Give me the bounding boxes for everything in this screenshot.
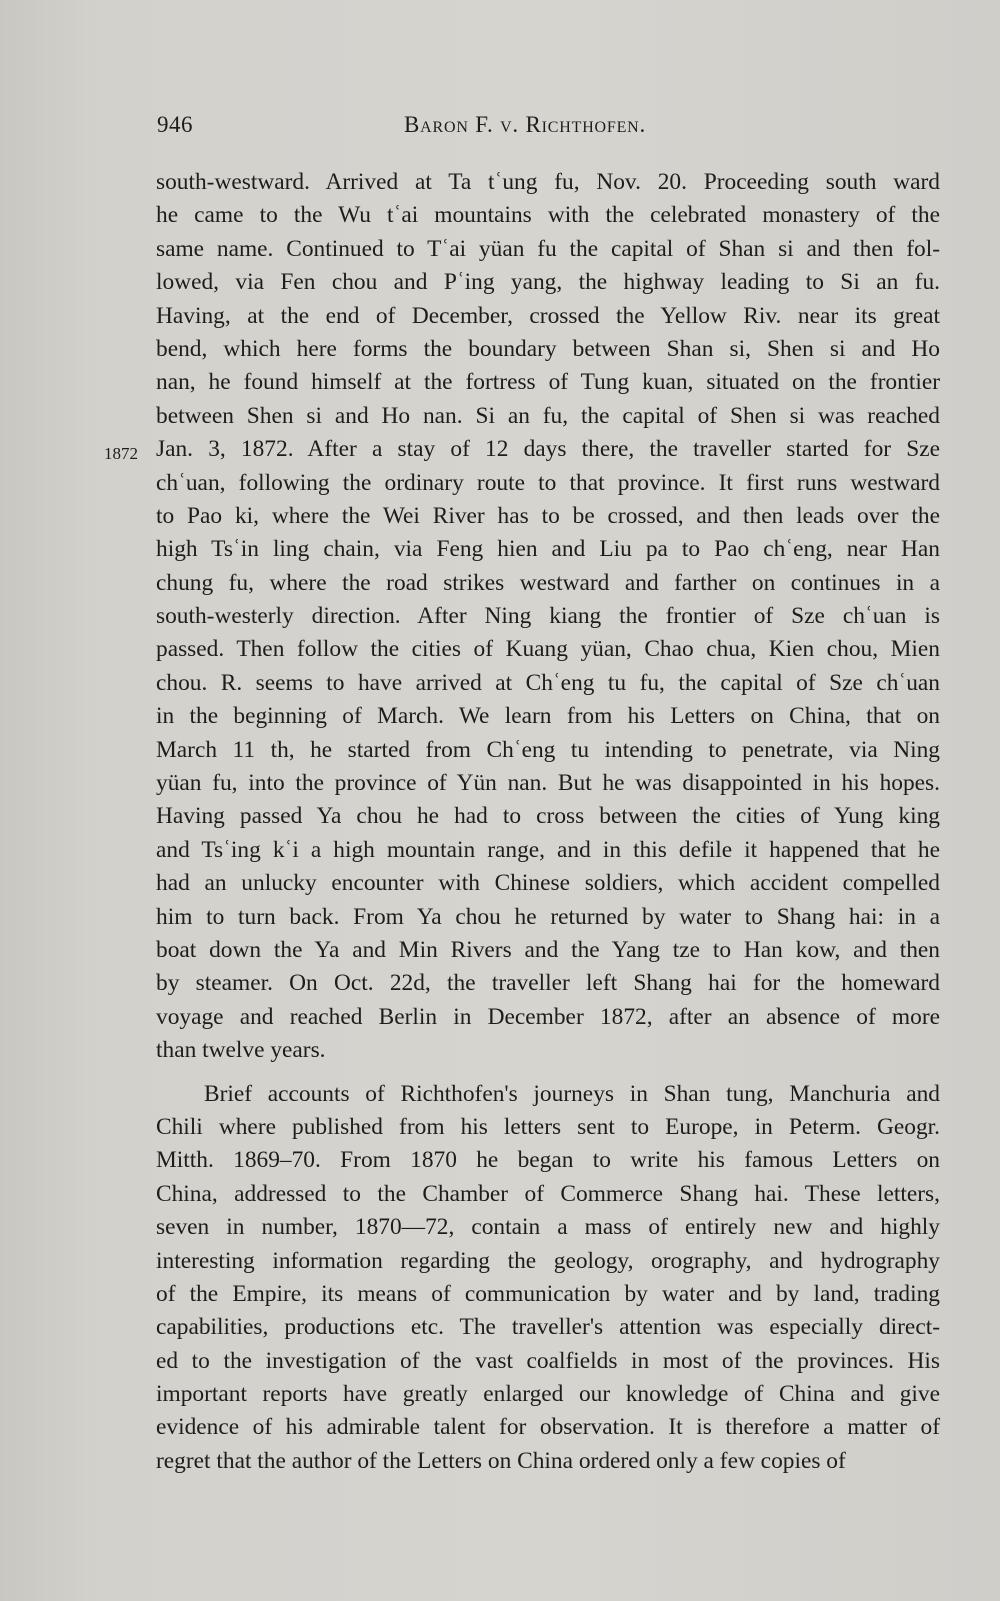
text-line: seven in number, 1870—72, contain a mass of entirely new and highly	[156, 1214, 940, 1241]
text-line: nan, he found himself at the fortress of Tung kuan, situated on the frontier	[156, 369, 940, 396]
text-line: capabilities, productions etc. The traveller's attention was especially direct-	[156, 1314, 940, 1341]
text-line: Having, at the end of December, crossed the Yellow Riv. near its great	[156, 302, 940, 329]
text-line: chung fu, where the road strikes westward and farther on continues in a	[156, 569, 940, 596]
text-line: March 11 th, he started from Chʿeng tu intending to penetrate, via Ning	[156, 736, 940, 763]
text-line: bend, which here forms the boundary between Shan si, Shen si and Ho	[156, 335, 940, 362]
text-line: Mitth. 1869–70. From 1870 he began to write his famous Letters on	[156, 1147, 940, 1174]
text-line: chou. R. seems to have arrived at Chʿeng tu fu, the capital of Sze chʿuan	[156, 669, 940, 696]
text-line: and Tsʿing kʿi a high mountain range, and in this defile it happened that he	[156, 836, 940, 863]
text-line: south-westerly direction. After Ning kiang the frontier of Sze chʿuan is	[156, 603, 940, 630]
text-line: had an unlucky encounter with Chinese soldiers, which accident compelled	[156, 870, 940, 897]
text-line: evidence of his admirable talent for observation. It is therefore a matter of	[156, 1414, 940, 1441]
text-line: south-westward. Arrived at Ta tʿung fu, Nov. 20. Proceeding south ward	[156, 169, 940, 195]
text-line: Having passed Ya chou he had to cross between the cities of Yung king	[156, 803, 940, 830]
text-line: passed. Then follow the cities of Kuang yüan, Chao chua, Kien chou, Mien	[156, 636, 940, 663]
text-line: to Pao ki, where the Wei River has to be crossed, and then leads over the	[156, 502, 940, 529]
paragraph-gap	[156, 1068, 940, 1078]
paragraph	[156, 166, 940, 1068]
text-line: Brief accounts of Richthofen's journeys in Shan tung, Manchuria and	[204, 1080, 940, 1107]
text-line: Chili where published from his letters sent to Europe, in Peterm. Geogr.	[156, 1113, 940, 1140]
text-line: important reports have greatly enlarged our knowledge of China and give	[156, 1381, 940, 1408]
margin-year-note: 1872	[104, 444, 138, 463]
running-head: Baron F. v. Richthofen.	[404, 112, 647, 137]
text-line: ed to the investigation of the vast coalfields in most of the provinces. His	[156, 1347, 940, 1374]
text-line: Jan. 3, 1872. After a stay of 12 days there, the traveller started for Sze	[156, 436, 940, 463]
text-line: boat down the Ya and Min Rivers and the Yang tze to Han kow, and then	[156, 936, 940, 963]
text-line: he came to the Wu tʿai mountains with the celebrated monastery of the	[156, 202, 940, 229]
text-line: China, addressed to the Chamber of Commerce Shang hai. These letters,	[156, 1180, 940, 1207]
text-line: yüan fu, into the province of Yün nan. But he was disappointed in his hopes.	[156, 770, 940, 797]
text-line: regret that the author of the Letters on China ordered only a few copies of	[156, 1447, 846, 1474]
text-line: in the beginning of March. We learn from his Letters on China, that on	[156, 703, 940, 730]
text-line: than twelve years.	[156, 1037, 326, 1064]
text-line: same name. Continued to Tʿai yüan fu the capital of Shan si and then fol-	[156, 235, 940, 262]
text-line: of the Empire, its means of communication by water and by land, trading	[156, 1280, 940, 1307]
text-line: voyage and reached Berlin in December 1872, after an absence of more	[156, 1003, 940, 1030]
text-line: high Tsʿin ling chain, via Feng hien and Liu pa to Pao chʿeng, near Han	[156, 536, 940, 563]
page-number: 946	[157, 112, 193, 137]
text-line: by steamer. On Oct. 22d, the traveller left Shang hai for the homeward	[156, 970, 940, 997]
text-line: interesting information regarding the geology, orography, and hydrography	[156, 1247, 940, 1274]
text-line: lowed, via Fen chou and Pʿing yang, the highway leading to Si an fu.	[156, 269, 940, 296]
page-header	[157, 112, 685, 148]
text-line: chʿuan, following the ordinary route to that province. It first runs westward	[156, 469, 940, 496]
paragraph	[156, 1078, 940, 1479]
text-line: between Shen si and Ho nan. Si an fu, the capital of Shen si was reached	[156, 402, 940, 429]
text-line: him to turn back. From Ya chou he returned by water to Shang hai: in a	[156, 903, 940, 930]
body-text	[156, 166, 940, 1478]
